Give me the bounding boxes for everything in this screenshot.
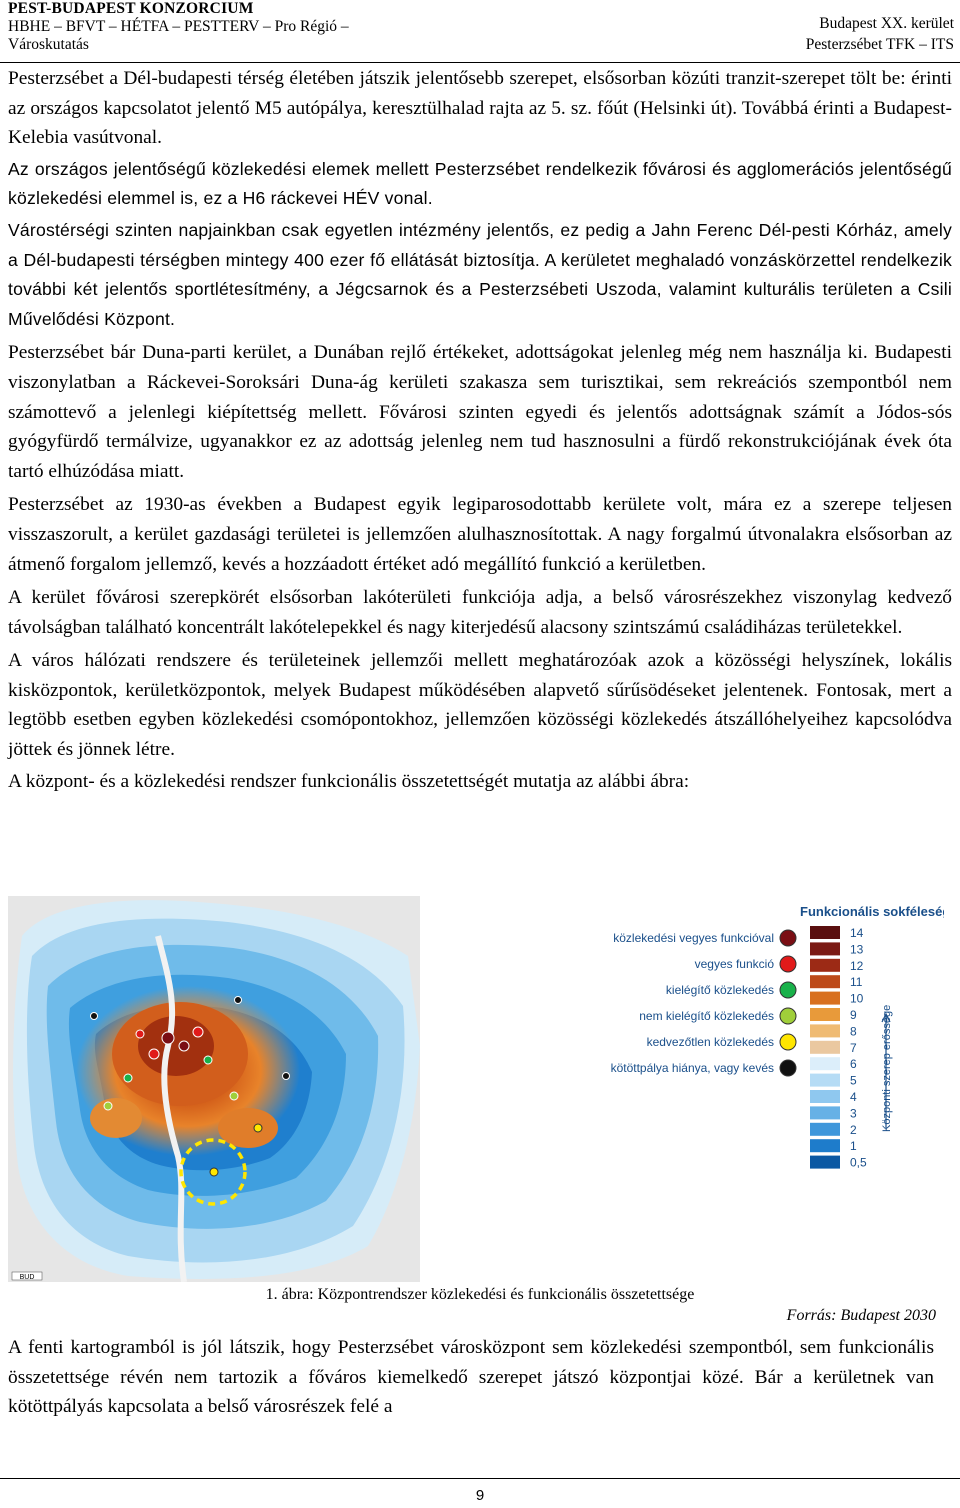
legend-swatch [810,1024,840,1037]
legend-value: 11 [850,975,863,990]
legend-value: 3 [850,1106,857,1121]
header-department: Városkutatás [8,36,89,53]
paragraph-network: A város hálózati rendszere és területeinek jellemzői mellett meghatározóak azok a közösségi helyszínek, lokális kisközpontok, kerületközpontok, melyek Budapest működésében alapvető sűrűsödéseket jelentenek. Fontosak, mert a legtöbb esetben egyben közlekedési csomópontokhoz, jellemzően közösségi közlekedés átszállóhelyeihez kapcsolódva jöttek és jönnek létre. [8,650,952,761]
legend-category-label: kötöttpálya hiánya, vagy kevés [610,1061,774,1075]
legend-swatch [810,992,840,1005]
paragraph-industry: Pesterzsébet az 1930-as években a Budapest egyik legiparosodottabb kerülete volt, mára ez a szerepe teljesen visszaszorult, a kerület gazdasági területei is jellemzően alulhasznosítottak. A nagy forgalmú útvonalakra elsősorban az átmenő forgalom jellemző, kevés a hozzáadott értéket adó megállító funkció a kerületben. [8,494,952,575]
legend-value: 2 [850,1122,857,1137]
header-district: Budapest XX. kerület [819,15,954,32]
legend-axis-label: Központi szerep erőssége [881,1004,893,1132]
paragraph-figure-intro: A központ- és a közlekedési rendszer funkcionális összetettségét mutatja az alábbi ábra: [8,770,690,792]
body-text-continued [8,1333,934,1422]
legend-value: 1 [850,1139,857,1154]
legend-value: 9 [850,1008,857,1022]
body-text [8,64,952,796]
legend-value: 0,5 [850,1155,867,1170]
legend-value: 6 [850,1057,857,1072]
header-organization: PEST-BUDAPEST KONZORCIUM [8,0,254,17]
paragraph-institutions: Várostérségi szinten napjainkban csak egyetlen intézmény jelentős, ez pedig a Jahn Ferenc Dél-pesti Kórház, amely a Dél-budapesti térségben mintegy 400 ezer fő ellátását biztosítja. A kerületet meghaladó vonzáskörzettel rendelkezik további két jelentős sportlétesítmény, a Jégcsarnok és a Pesterzsébeti Uszoda, valamint kulturális területen a Csili Művelődési Központ. [8,219,952,329]
centre-system-map [8,896,944,1282]
footer-divider [0,1478,960,1479]
paragraph-hev-line: Az országos jelentőségű közlekedési elemek mellett Pesterzsébet rendelkezik fővárosi és agglomerációs jelentőségű közlekedési elemmel is, ez a H6 ráckevei HÉV vonal. [8,158,952,209]
legend-marker [780,930,796,946]
legend-swatch [810,926,840,939]
legend-swatch [810,1123,840,1136]
legend-value: 12 [850,958,864,973]
legend-value: 4 [850,1090,857,1104]
header-left [8,0,349,54]
legend-swatch [810,1156,840,1169]
legend-value: 10 [850,991,864,1006]
legend-swatch [810,1057,840,1070]
page-header [0,0,960,62]
legend-swatch [810,1008,840,1021]
paragraph-transit-role: Pesterzsébet a Dél-budapesti térség életében játszik jelentősebb szerepet, elsősorban közúti tranzit-szerepet tölt be: érinti az országos kapcsolatot jelentő M5 autópálya, keresztülhalad rajta az 5. sz. főút (Helsinki út). Továbbá érinti a Budapest-Kelebia vasútvonal. [8,68,952,149]
legend-value: 14 [850,926,864,940]
paragraph-residential: A kerület fővárosi szerepkörét elsősorban lakóterületi funkciója adja, a belső városrészekhez viszonylag kedvező távolságban található koncentrált lakótelepekkel és nagy kiterjedésű alacsony szintszámú családiházas területekkel. [8,587,952,638]
legend-swatch [810,1041,840,1054]
legend-marker [780,1034,796,1050]
legend-swatch [810,1106,840,1119]
figure-source: Forrás: Budapest 2030 [786,1307,936,1324]
figure-map [8,896,944,1282]
legend-value: 13 [850,942,864,957]
legend-swatch [810,1074,840,1087]
legend-swatch [810,1139,840,1152]
legend-swatch [810,942,840,955]
legend-value: 5 [850,1073,857,1088]
legend-swatch [810,959,840,972]
header-partners: HBHE – BFVT – HÉTFA – PESTTERV – Pro Régió – [8,18,349,35]
legend-value: 7 [850,1040,857,1055]
legend-category-label: kielégítő közlekedés [665,983,774,997]
paragraph-danube: Pesterzsébet bár Duna-parti kerület, a Dunában rejlő értékeket, adottságokat jelenleg még nem használja ki. Budapesti viszonylatban a Ráckevei-Soroksári Duna-ág kerületi szakasza sem turisztikai, sem rekreációs szempontból nem számottevő a jelenlegi kiépítettség mellett. Fővárosi szinten egyedi és jelentős adottságnak számít a Jódos-sós gyógyfürdő termálvize, ugyanakkor ez az adottság jelenleg nem tud hasznosulni a fürdő rekonstrukciójának évek óta tartó elhúzódása miatt. [8,342,952,482]
legend-marker [780,1008,796,1024]
header-divider [0,62,960,63]
legend-marker [780,1060,796,1076]
scale-bar-label: BUD [19,1274,35,1281]
legend-title: Funkcionális sokféleség [800,904,944,919]
legend-value: 8 [850,1024,857,1039]
legend-swatch [810,1090,840,1103]
legend-category-label: közlekedési vegyes funkcióval [613,931,774,945]
legend-marker [780,956,796,972]
page-number: 9 [475,1487,485,1504]
legend-category-label: vegyes funkció [694,957,774,971]
legend-category-label: kedvezőtlen közlekedés [646,1035,774,1049]
legend-swatch [810,975,840,988]
header-right [806,13,954,55]
paragraph-conclusion: A fenti kartogramból is jól látszik, hogy Pesterzsébet városközpont sem közlekedési szempontból, sem funkcionális összetettsége révén nem tartozik a főváros kiemelkedő szerepet játszó központjai közé. Bár a kerületnek van kötöttpályás kapcsolata a belső városrészek felé a [8,1337,934,1418]
legend-category-label: nem kielégítő közlekedés [639,1009,774,1023]
legend-marker [780,982,796,998]
header-project: Pesterzsébet TFK – ITS [805,36,954,53]
figure-caption: 1. ábra: Központrendszer közlekedési és funkcionális összetettsége [265,1286,695,1303]
